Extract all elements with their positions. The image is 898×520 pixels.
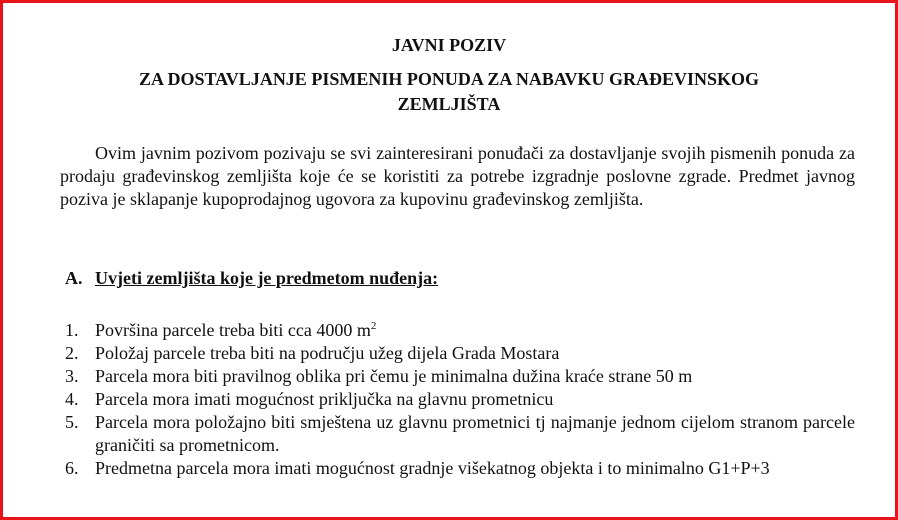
document-subtitle-line2: ZEMLJIŠTA (397, 94, 501, 114)
list-item (65, 365, 855, 388)
document-title: JAVNI POZIV (391, 35, 507, 55)
intro-text: Ovim javnim pozivom pozivaju se svi zainteresirani ponuđači za dostavljanje svojih pismenih ponuda za prodaju građevinskog zemljišta koje će se koristiti za potrebe izgradnje poslovne zgrade. Predmet javnog poziva je sklapanje kupoprodajnog ugovora za kupovinu građevinskog zemljišta. (60, 143, 855, 209)
section-heading-text: Uvjeti zemljišta koje je predmetom nuđenja: (95, 268, 439, 288)
list-item-number: 5. (65, 412, 79, 432)
intro-paragraph (60, 142, 855, 211)
list-item (65, 457, 855, 480)
list-item (65, 411, 855, 457)
superscript: 2 (370, 320, 377, 332)
list-item-number: 4. (65, 389, 79, 409)
list-item (65, 319, 855, 342)
list-item-number: 1. (65, 320, 79, 340)
list-item-text: Površina parcele treba biti cca 4000 $m^2$ (95, 320, 377, 340)
list-item (65, 342, 855, 365)
list-item-text: Parcela mora imati mogućnost priključka na glavnu prometnicu (95, 389, 554, 409)
section-a-heading (65, 266, 438, 290)
section-marker: A. (65, 268, 83, 288)
list-item-number: 2. (65, 343, 79, 363)
list-item (65, 388, 855, 411)
list-item-text: Parcela mora položajno biti smještena uz glavnu prometnici tj najmanje jednom cijelom stranom parcele graničiti sa prometnicom. (95, 412, 855, 455)
list-item-text: Predmetna parcela mora imati mogućnost gradnje višekatnog objekta i to minimalno G1+P+3 (95, 458, 770, 478)
document-subtitle-line1: ZA DOSTAVLJANJE PISMENIH PONUDA ZA NABAVKU GRAĐEVINSKOG (138, 69, 760, 89)
list-item-text: Položaj parcele treba biti na području užeg dijela Grada Mostara (95, 343, 560, 363)
list-item-number: 3. (65, 366, 79, 386)
list-item-number: 6. (65, 458, 79, 478)
conditions-list (65, 319, 855, 480)
list-item-text: Parcela mora biti pravilnog oblika pri čemu je minimalna dužina kraće strane 50 m (95, 366, 693, 386)
